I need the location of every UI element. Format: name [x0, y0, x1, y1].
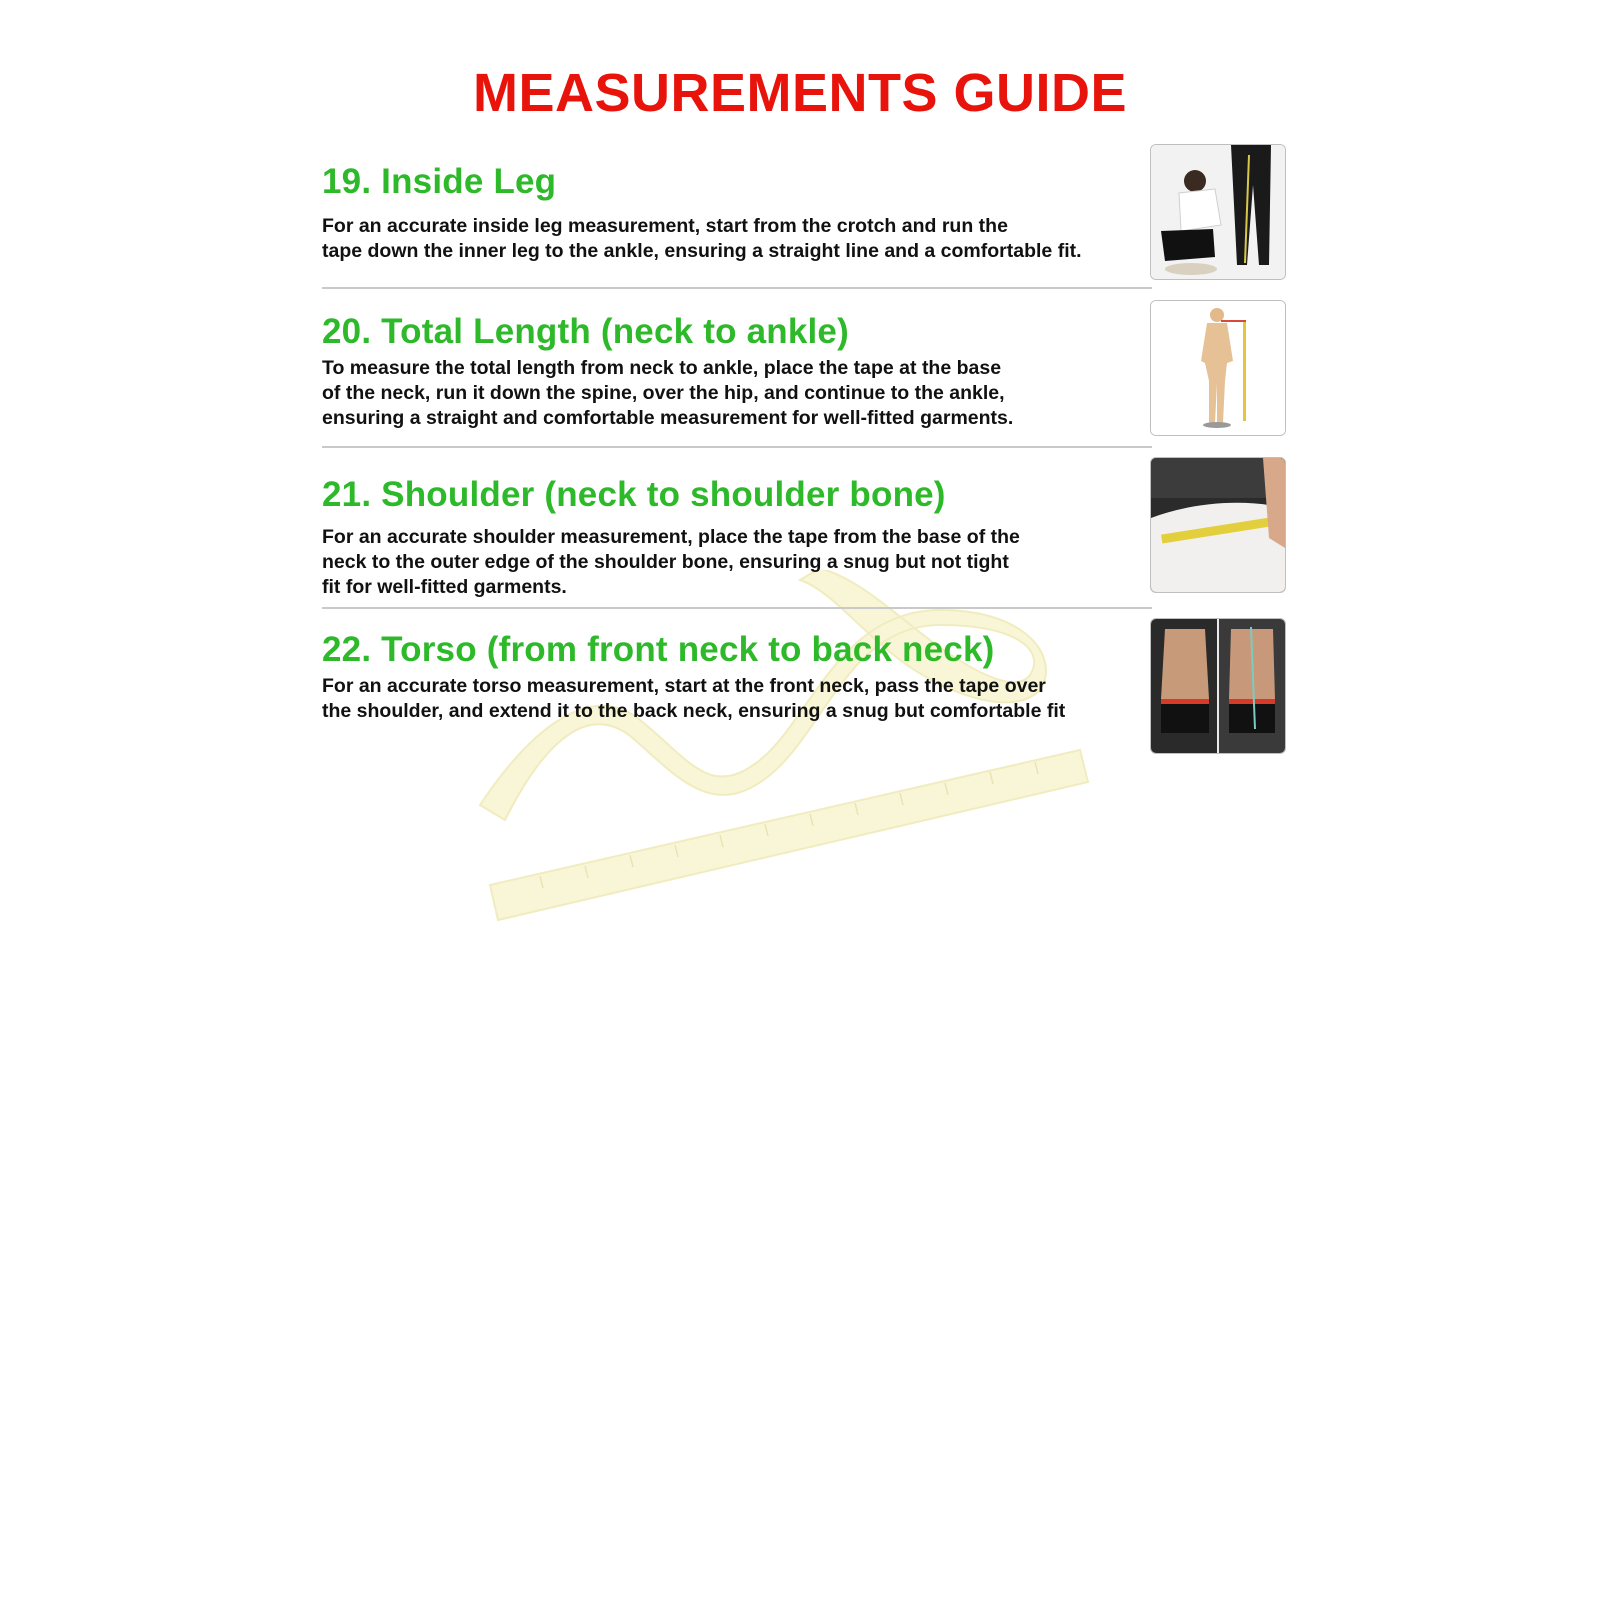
section-inside-leg: [322, 162, 1142, 264]
section-heading: 22. Torso (from front neck to back neck): [322, 630, 995, 669]
shoulder-tape-photo-icon: [1150, 457, 1286, 593]
section-description: [322, 356, 1142, 431]
section-divider: [322, 446, 1152, 448]
section-description: [322, 214, 1142, 264]
inside-leg-photo-icon: [1150, 144, 1286, 280]
section-heading: 20. Total Length (neck to ankle): [322, 312, 849, 351]
section-description: [322, 674, 1142, 724]
page-title: MEASUREMENTS GUIDE: [472, 63, 1128, 123]
section-description: [322, 525, 1142, 600]
description-line: fit for well-fitted garments.: [322, 576, 567, 598]
description-line: neck to the outer edge of the shoulder bone, ensuring a snug but not tight: [322, 551, 1009, 573]
description-line: For an accurate shoulder measurement, place the tape from the base of the: [322, 526, 1020, 548]
description-line: the shoulder, and extend it to the back neck, ensuring a snug but comfortable fit: [322, 700, 1066, 722]
section-divider: [322, 607, 1152, 609]
section-shoulder: [322, 475, 1142, 600]
torso-photo-icon: [1150, 618, 1286, 754]
section-divider: [322, 287, 1152, 289]
description-line: For an accurate inside leg measurement, start from the crotch and run the: [322, 215, 1008, 237]
measuring-tape-icon: [470, 570, 1110, 950]
section-torso: [322, 630, 1142, 724]
section-heading: 21. Shoulder (neck to shoulder bone): [322, 475, 946, 514]
total-length-figure-icon: [1150, 300, 1286, 436]
description-line: tape down the inner leg to the ankle, ensuring a straight line and a comfortable fit.: [322, 240, 1082, 262]
section-heading: 19. Inside Leg: [322, 162, 557, 201]
description-line: To measure the total length from neck to ankle, place the tape at the base: [322, 357, 1002, 379]
description-line: For an accurate torso measurement, start at the front neck, pass the tape over: [322, 675, 1046, 697]
section-total-length: [322, 312, 1142, 431]
description-line: of the neck, run it down the spine, over the hip, and continue to the ankle,: [322, 382, 1005, 404]
description-line: ensuring a straight and comfortable measurement for well-fitted garments.: [322, 407, 1014, 429]
